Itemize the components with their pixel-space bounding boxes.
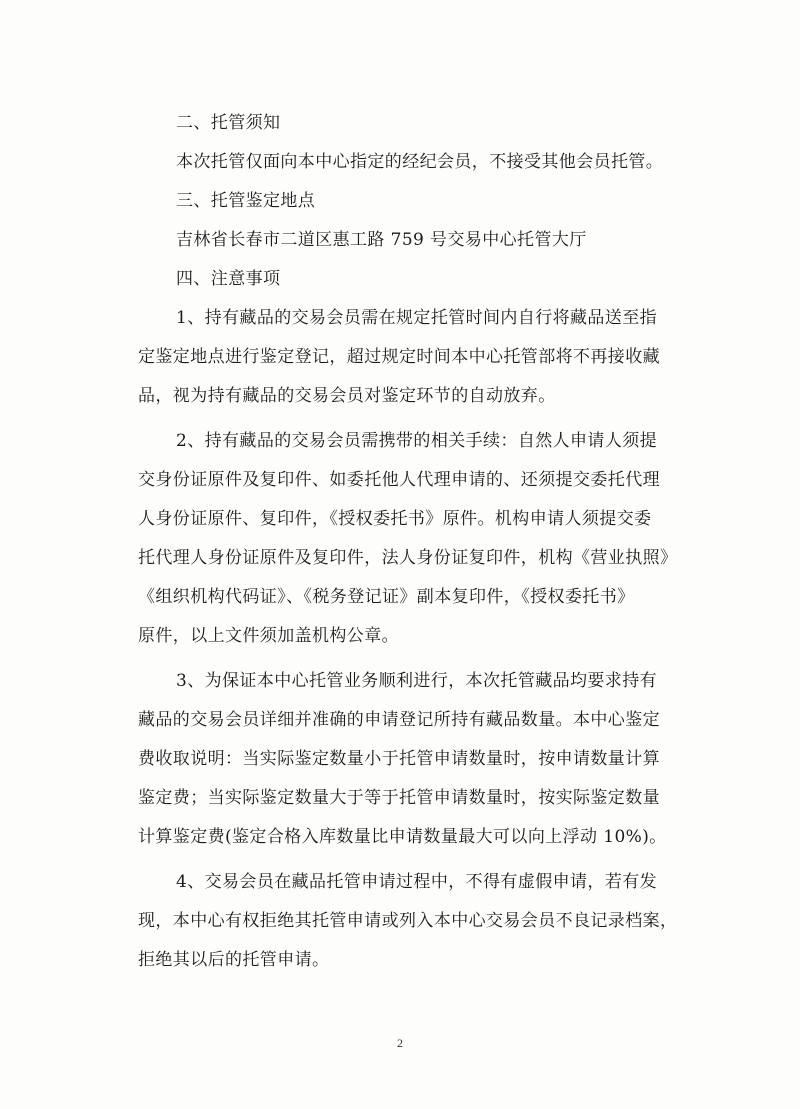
paragraph-line: 2、持有藏品的交易会员需携带的相关手续：自然人申请人须提 (176, 431, 658, 451)
page-number: 2 (397, 1036, 403, 1050)
paragraph-line: 交身份证原件及复印件、如委托他人代理申请的、还须提交委托代理 (138, 470, 660, 490)
note-paragraph-3 (138, 662, 690, 857)
paragraph-line: 定鉴定地点进行鉴定登记，超过规定时间本中心托管部将不再接收藏 (138, 347, 660, 367)
paragraph-line: 拒绝其以后的托管申请。 (138, 950, 330, 970)
paragraph-line: 《组织机构代码证》、《税务登记证》副本复印件，《授权委托书》 (138, 587, 635, 607)
location-address-text: 吉林省长春市二道区惠工路 759 号交易中心托管大厅 (176, 230, 587, 250)
paragraph-line: 费收取说明：当实际鉴定数量小于托管申请数量时，按申请数量计算 (138, 749, 660, 769)
paragraph-line: 托代理人身份证原件及复印件，法人身份证复印件，机构《营业执照》 (138, 548, 678, 568)
paragraph-line: 1、持有藏品的交易会员需在规定托管时间内自行将藏品送至指 (176, 308, 658, 328)
paragraph-line: 人身份证原件、复印件，《授权委托书》原件。机构申请人须提交委 (138, 509, 652, 529)
note-paragraph-1 (138, 299, 690, 416)
paragraph-line: 3、为保证本中心托管业务顺利进行，本次托管藏品均要求持有 (176, 671, 658, 691)
section-heading-custody-notice: 二、托管须知 (176, 113, 281, 133)
custody-notice-text: 本次托管仅面向本中心指定的经纪会员，不接受其他会员托管。 (176, 152, 664, 172)
paragraph-line: 计算鉴定费(鉴定合格入库数量比申请数量最大可以向上浮动 10%)。 (138, 827, 667, 847)
document-body (138, 104, 690, 980)
paragraph-line: 现，本中心有权拒绝其托管申请或列入本中心交易会员不良记录档案， (138, 911, 678, 931)
section-heading-notes: 四、注意事项 (176, 269, 281, 289)
paragraph-line: 原件，以上文件须加盖机构公章。 (138, 626, 399, 646)
paragraph-line: 4、交易会员在藏品托管申请过程中，不得有虚假申请，若有发 (176, 872, 658, 892)
paragraph-line: 藏品的交易会员详细并准确的申请登记所持有藏品数量。本中心鉴定 (138, 710, 660, 730)
paragraph-line: 品，视为持有藏品的交易会员对鉴定环节的自动放弃。 (138, 386, 556, 406)
section-heading-location: 三、托管鉴定地点 (176, 191, 316, 211)
note-paragraph-4 (138, 863, 690, 980)
note-paragraph-2 (138, 422, 690, 656)
paragraph-line: 鉴定费；当实际鉴定数量大于等于托管申请数量时，按实际鉴定数量 (138, 788, 660, 808)
